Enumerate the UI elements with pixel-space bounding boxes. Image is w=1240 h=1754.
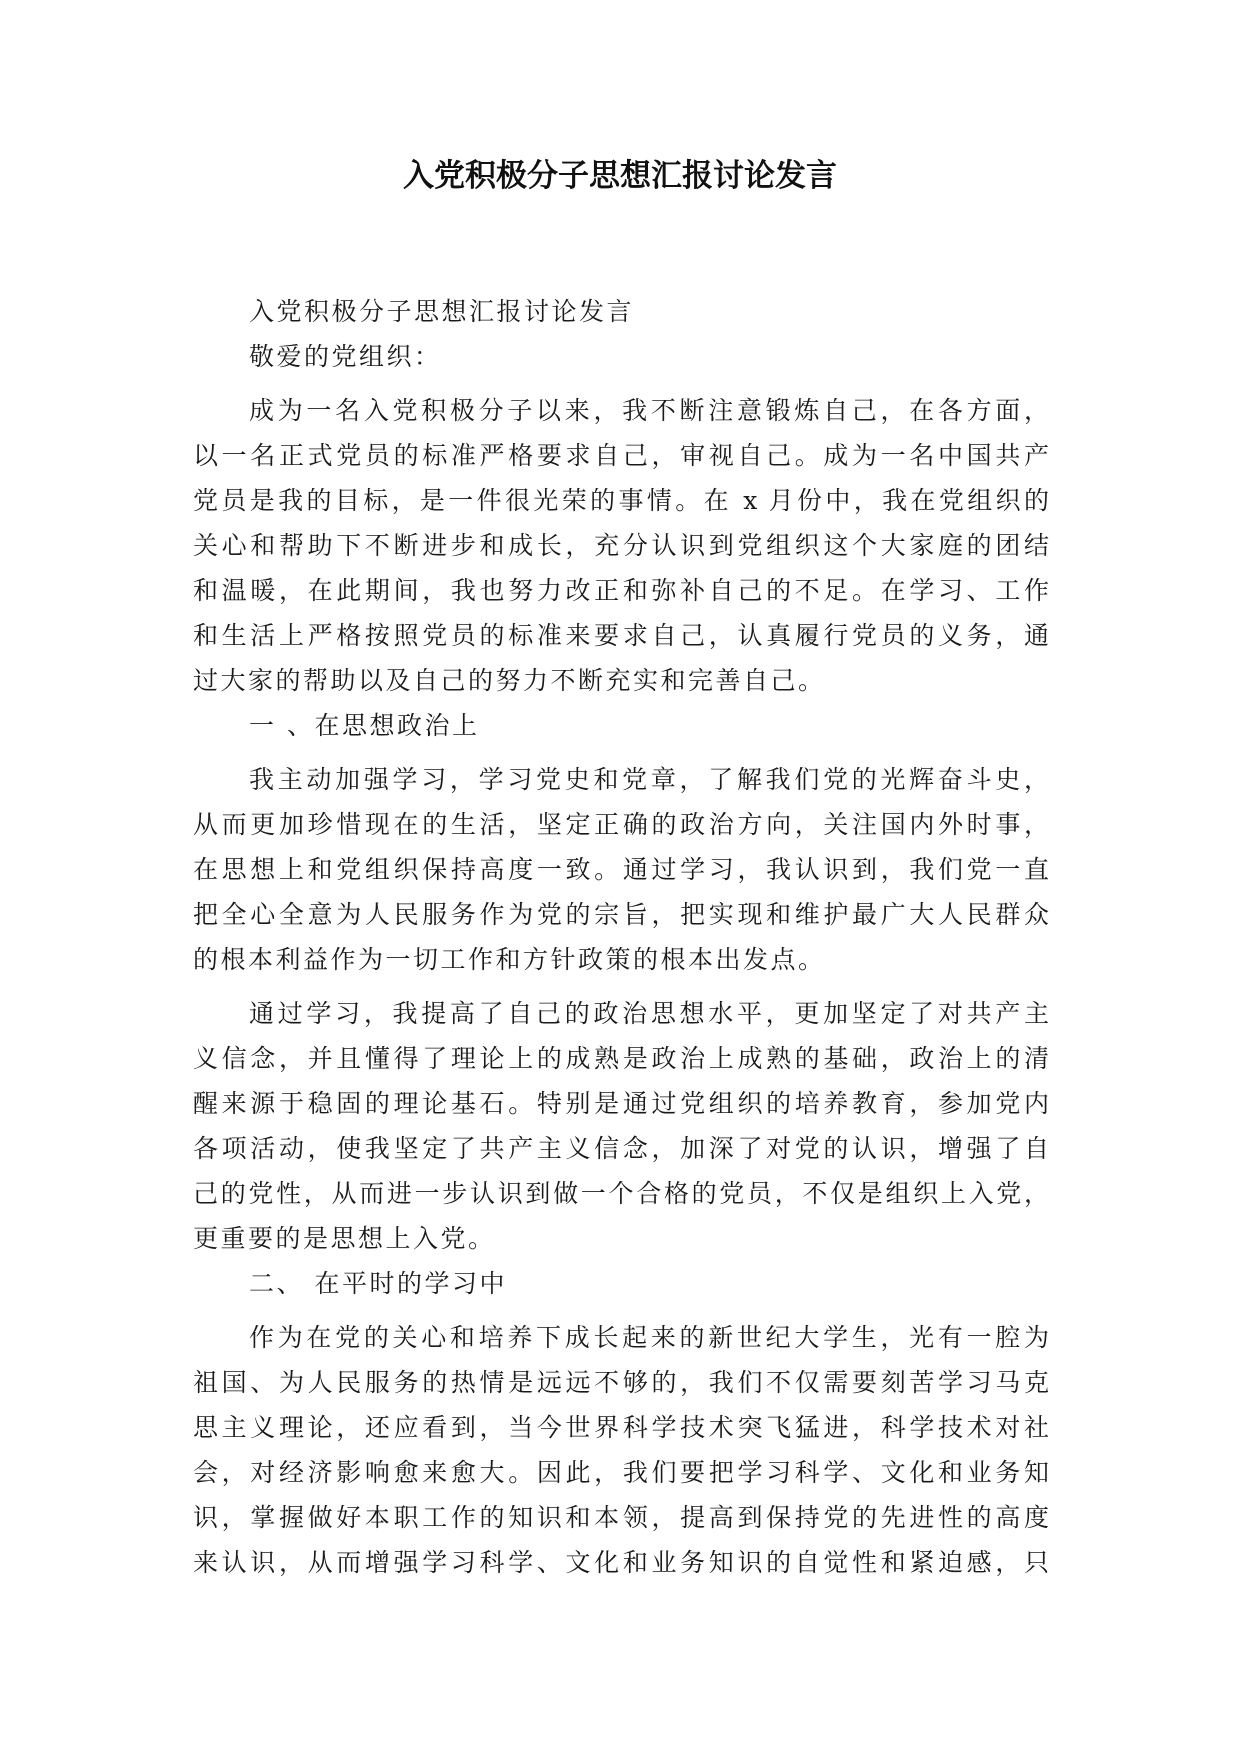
paragraph-line: 我主动加强学习，学习党史和党章，了解我们党的光辉奋斗史， xyxy=(249,765,1049,794)
paragraph-line: 各项活动，使我坚定了共产主义信念，加深了对党的认识，增强了自 xyxy=(193,1134,1049,1163)
paragraph-line: 识，掌握做好本职工作的知识和本领，提高到保持党的先进性的高度 xyxy=(193,1503,1049,1532)
paragraph-line: 会，对经济影响愈来愈大。因此，我们要把学习科学、文化和业务知 xyxy=(193,1458,1049,1487)
salutation: 敬爱的党组织： xyxy=(249,342,442,371)
section-one-paragraph-2 xyxy=(193,991,1049,1261)
section-one-paragraph-1 xyxy=(193,757,1049,982)
paragraph-line: 在思想上和党组织保持高度一致。通过学习，我认识到，我们党一直 xyxy=(193,855,1049,884)
paragraph-line: 成为一名入党积极分子以来，我不断注意锻炼自己，在各方面， xyxy=(249,396,1049,425)
section-two-paragraph-1 xyxy=(193,1315,1049,1585)
paragraph-line: 过大家的帮助以及自己的努力不断充实和完善自己。 xyxy=(193,666,826,695)
paragraph-line: 通过学习，我提高了自己的政治思想水平，更加坚定了对共产主 xyxy=(249,999,1049,1028)
paragraph-line: 作为在党的关心和培养下成长起来的新世纪大学生，光有一腔为 xyxy=(249,1323,1049,1352)
paragraph-line: 和温暖，在此期间，我也努力改正和弥补自己的不足。在学习、工作 xyxy=(193,576,1049,605)
paragraph-line: 来认识，从而增强学习科学、文化和业务知识的自觉性和紧迫感，只 xyxy=(193,1548,1049,1577)
paragraph-line: 和生活上严格按照党员的标准来要求自己，认真履行党员的义务，通 xyxy=(193,621,1049,650)
paragraph-line: 党员是我的目标，是一件很光荣的事情。在 x 月份中，我在党组织的 xyxy=(193,486,1049,515)
paragraph-line: 从而更加珍惜现在的生活，坚定正确的政治方向，关注国内外时事， xyxy=(193,810,1049,839)
paragraph-line: 把全心全意为人民服务作为党的宗旨，把实现和维护最广大人民群众 xyxy=(193,900,1049,929)
document-subtitle: 入党积极分子思想汇报讨论发言 xyxy=(249,297,635,326)
paragraph-line: 祖国、为人民服务的热情是远远不够的，我们不仅需要刻苦学习马克 xyxy=(193,1368,1049,1397)
paragraph-line: 醒来源于稳固的理论基石。特别是通过党组织的培养教育，参加党内 xyxy=(193,1089,1049,1118)
intro-paragraph xyxy=(193,388,1049,703)
paragraph-line: 己的党性，从而进一步认识到做一个合格的党员，不仅是组织上入党， xyxy=(193,1179,1049,1208)
paragraph-line: 义信念，并且懂得了理论上的成熟是政治上成熟的基础，政治上的清 xyxy=(193,1044,1049,1073)
paragraph-line: 关心和帮助下不断进步和成长，充分认识到党组织这个大家庭的团结 xyxy=(193,531,1049,560)
paragraph-line: 思主义理论，还应看到，当今世界科学技术突飞猛进，科学技术对社 xyxy=(193,1413,1049,1442)
paragraph-line: 以一名正式党员的标准严格要求自己，审视自己。成为一名中国共产 xyxy=(193,441,1049,470)
section-heading-study: 二、 在平时的学习中 xyxy=(249,1269,507,1298)
document-title: 入党积极分子思想汇报讨论发言 xyxy=(403,158,837,194)
paragraph-line: 更重要的是思想上入党。 xyxy=(193,1224,496,1253)
paragraph-line: 的根本利益作为一切工作和方针政策的根本出发点。 xyxy=(193,945,826,974)
document-body xyxy=(193,289,1049,1585)
section-heading-political: 一 、在思想政治上 xyxy=(249,711,480,740)
